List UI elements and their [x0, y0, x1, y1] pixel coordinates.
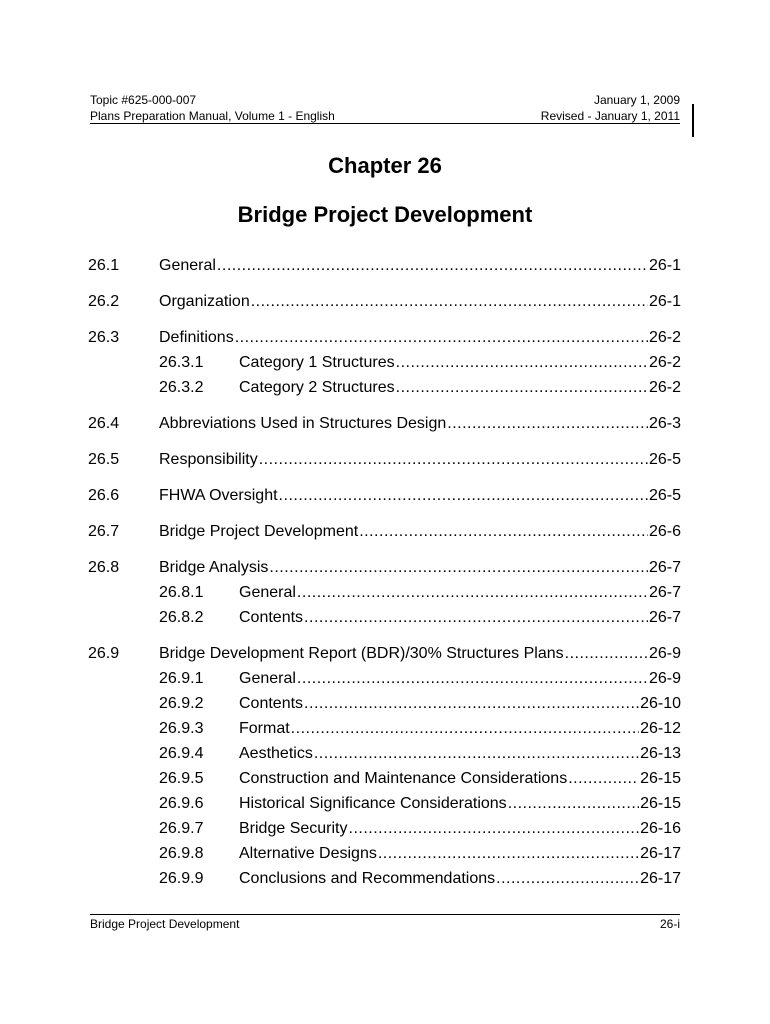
toc-page-number: 26-7: [648, 584, 681, 601]
toc-subentry[interactable]: [88, 605, 681, 630]
toc-section-number: 26.9.4: [159, 745, 204, 762]
toc-section-number: 26.9.1: [159, 670, 204, 687]
toc-section-title: Bridge Security: [239, 820, 348, 837]
toc-section-title: Bridge Development Report (BDR)/30% Structures Plans: [159, 645, 564, 662]
toc-page-number: 26-17: [640, 845, 681, 862]
toc-section-number: 26.9.2: [159, 695, 204, 712]
toc-section-title: Contents: [239, 609, 304, 626]
toc-leader-dots: [447, 411, 648, 436]
table-of-contents: [88, 253, 681, 891]
toc-page-number: 26-5: [648, 451, 681, 468]
toc-leader-dots: [251, 289, 648, 314]
toc-leader-dots: [217, 253, 648, 278]
toc-section-number: 26.3: [88, 329, 120, 346]
toc-leader-dots: [565, 641, 648, 666]
toc-leader-dots: [279, 483, 648, 508]
toc-page-number: 26-9: [648, 670, 681, 687]
toc-page-number: 26-13: [640, 745, 681, 762]
toc-entry[interactable]: [88, 641, 681, 666]
toc-page-number: 26-12: [640, 720, 681, 737]
toc-section-number: 26.9.7: [159, 820, 204, 837]
toc-page-number: 26-2: [648, 379, 681, 396]
toc-subentry[interactable]: [88, 691, 681, 716]
toc-section-title: Contents: [239, 695, 304, 712]
toc-leader-dots: [304, 691, 639, 716]
toc-section-number: 26.1: [88, 257, 120, 274]
manual-name: Plans Preparation Manual, Volume 1 - English: [90, 109, 335, 123]
toc-page-number: 26-7: [648, 559, 681, 576]
toc-section-number: 26.9.8: [159, 845, 204, 862]
toc-page-number: 26-7: [648, 609, 681, 626]
toc-section-title: Category 1 Structures: [239, 354, 395, 371]
toc-subentry[interactable]: [88, 866, 681, 891]
toc-leader-dots: [304, 605, 648, 630]
chapter-heading: Chapter 26: [328, 153, 442, 178]
toc-section-number: 26.9.9: [159, 870, 204, 887]
toc-section-number: 26.3.1: [159, 354, 204, 371]
toc-entry[interactable]: [88, 483, 681, 508]
toc-subentry[interactable]: [88, 841, 681, 866]
toc-leader-dots: [235, 325, 648, 350]
toc-section-number: 26.8.1: [159, 584, 204, 601]
toc-page-number: 26-5: [648, 487, 681, 504]
toc-leader-dots: [259, 447, 648, 472]
toc-section-number: 26.9.6: [159, 795, 204, 812]
toc-section-number: 26.6: [88, 487, 120, 504]
toc-section-number: 26.7: [88, 523, 120, 540]
toc-section-title: Bridge Project Development: [159, 523, 359, 540]
issue-date: January 1, 2009: [593, 93, 680, 107]
toc-leader-dots: [508, 791, 639, 816]
toc-leader-dots: [297, 580, 648, 605]
topic-number: Topic #625-000-007: [90, 93, 197, 107]
toc-section-title: Category 2 Structures: [239, 379, 395, 396]
toc-section-title: Responsibility: [159, 451, 258, 468]
toc-section-title: Conclusions and Recommendations: [239, 870, 496, 887]
footer-title: Bridge Project Development: [90, 917, 240, 931]
toc-section-number: 26.9: [88, 645, 120, 662]
toc-section-title: Historical Significance Considerations: [239, 795, 507, 812]
toc-subentry[interactable]: [88, 375, 681, 400]
toc-section-title: General: [239, 670, 296, 687]
toc-section-number: 26.3.2: [159, 379, 204, 396]
toc-entry[interactable]: [88, 253, 681, 278]
toc-leader-dots: [291, 716, 639, 741]
revision-date: Revised - January 1, 2011: [540, 109, 680, 123]
toc-page-number: 26-15: [640, 795, 681, 812]
chapter-title: Bridge Project Development: [237, 202, 533, 227]
toc-page-number: 26-15: [640, 770, 681, 787]
toc-page-number: 26-2: [648, 354, 681, 371]
revision-bar: [692, 104, 694, 137]
toc-leader-dots: [396, 375, 648, 400]
toc-section-title: General: [239, 584, 296, 601]
toc-section-number: 26.2: [88, 293, 120, 310]
toc-page-number: 26-10: [640, 695, 681, 712]
toc-leader-dots: [378, 841, 639, 866]
toc-leader-dots: [396, 350, 648, 375]
toc-section-title: FHWA Oversight: [159, 487, 278, 504]
toc-section-title: Aesthetics: [239, 745, 313, 762]
toc-page-number: 26-9: [648, 645, 681, 662]
toc-entry[interactable]: [88, 555, 681, 580]
toc-section-number: 26.8: [88, 559, 120, 576]
toc-page-number: 26-16: [640, 820, 681, 837]
toc-entry[interactable]: [88, 519, 681, 544]
toc-entry[interactable]: [88, 411, 681, 436]
header-rule: [90, 123, 680, 124]
toc-leader-dots: [496, 866, 639, 891]
toc-section-title: Organization: [159, 293, 250, 310]
toc-entry[interactable]: [88, 325, 681, 350]
toc-entry[interactable]: [88, 289, 681, 314]
toc-leader-dots: [568, 766, 639, 791]
toc-leader-dots: [297, 666, 648, 691]
toc-section-number: 26.9.5: [159, 770, 204, 787]
toc-page-number: 26-3: [648, 415, 681, 432]
toc-page-number: 26-1: [648, 257, 681, 274]
toc-section-title: General: [159, 257, 216, 274]
toc-section-number: 26.8.2: [159, 609, 204, 626]
toc-page-number: 26-6: [648, 523, 681, 540]
footer-rule: [90, 914, 680, 915]
toc-page-number: 26-2: [648, 329, 681, 346]
toc-leader-dots: [359, 519, 648, 544]
toc-subentry[interactable]: [88, 666, 681, 691]
toc-page-number: 26-17: [640, 870, 681, 887]
toc-section-title: Definitions: [159, 329, 234, 346]
toc-section-number: 26.4: [88, 415, 120, 432]
toc-section-title: Alternative Designs: [239, 845, 377, 862]
toc-subentry[interactable]: [88, 766, 681, 791]
toc-section-number: 26.9.3: [159, 720, 204, 737]
toc-leader-dots: [269, 555, 648, 580]
toc-subentry[interactable]: [88, 741, 681, 766]
toc-section-title: Construction and Maintenance Considerations: [239, 770, 568, 787]
toc-subentry[interactable]: [88, 580, 681, 605]
toc-section-title: Abbreviations Used in Structures Design: [159, 415, 447, 432]
toc-subentry[interactable]: [88, 350, 681, 375]
toc-subentry[interactable]: [88, 716, 681, 741]
toc-section-title: Format: [239, 720, 290, 737]
toc-section-title: Bridge Analysis: [159, 559, 269, 576]
toc-leader-dots: [349, 816, 640, 841]
toc-section-number: 26.5: [88, 451, 120, 468]
toc-subentry[interactable]: [88, 791, 681, 816]
page-header: [90, 92, 680, 124]
toc-page-number: 26-1: [648, 293, 681, 310]
footer-page-number: 26-i: [659, 917, 680, 931]
toc-entry[interactable]: [88, 447, 681, 472]
toc-subentry[interactable]: [88, 816, 681, 841]
toc-leader-dots: [314, 741, 639, 766]
page-footer: [90, 917, 680, 931]
